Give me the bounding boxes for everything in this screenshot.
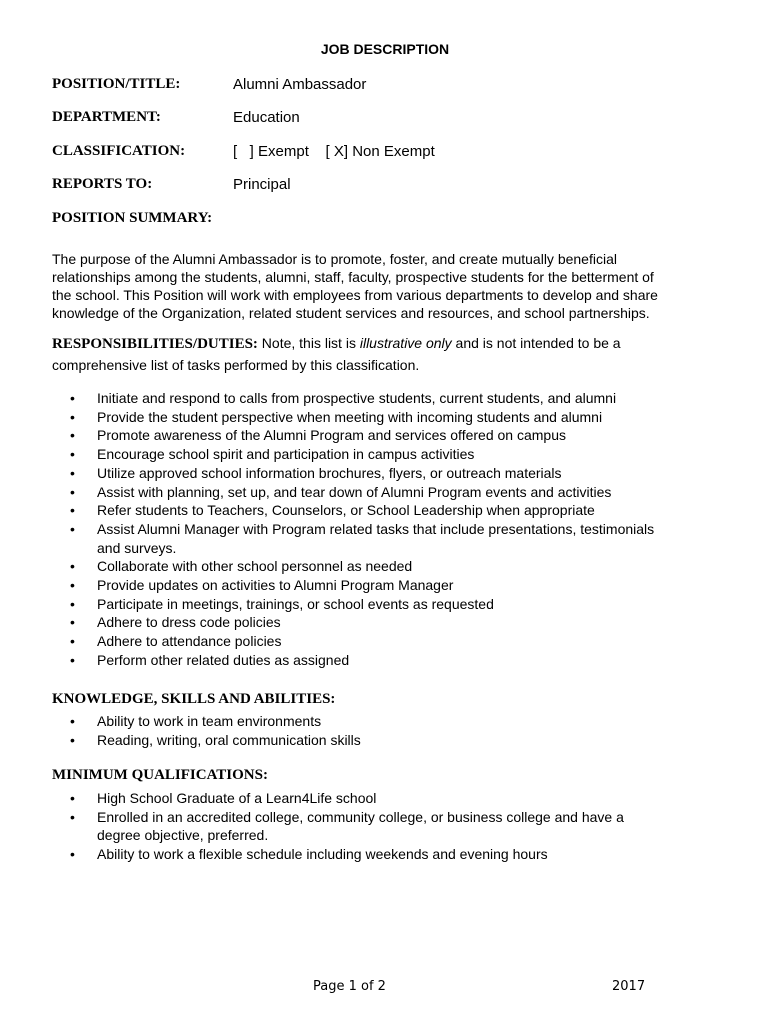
list-item-text: Ability to work a flexible schedule including weekends and evening hours <box>97 846 548 863</box>
bullet-icon: • <box>70 464 75 481</box>
reports-to-value: Principal <box>233 176 291 193</box>
list-item <box>70 845 730 864</box>
responsibilities-heading: RESPONSIBILITIES/DUTIES: <box>52 336 258 352</box>
classification-value: [ ] Exempt [ X] Non Exempt <box>233 143 435 160</box>
list-item <box>70 464 730 483</box>
list-item-text: Adhere to attendance policies <box>97 633 282 650</box>
list-item <box>70 501 730 520</box>
list-item <box>70 651 730 670</box>
responsibilities-note-italic: illustrative only <box>359 335 452 351</box>
department-value: Education <box>233 109 300 126</box>
list-item <box>70 789 730 808</box>
bullet-icon: • <box>70 408 75 425</box>
responsibilities-intro-line <box>52 333 732 355</box>
list-item <box>70 576 730 595</box>
list-item-text: Initiate and respond to calls from prospective students, current students, and alumni <box>97 390 617 406</box>
qualifications-list <box>70 789 730 864</box>
bullet-icon: • <box>70 427 75 444</box>
classification-field <box>52 143 732 163</box>
list-item <box>70 483 730 502</box>
list-item-text: Enrolled in an accredited college, community college, or business college and have a <box>97 808 624 825</box>
bullet-icon: • <box>70 483 75 500</box>
footer-year: 2017 <box>612 979 646 994</box>
bullet-icon: • <box>70 633 75 650</box>
bullet-icon: • <box>70 808 75 825</box>
list-item <box>70 613 730 632</box>
page-title: JOB DESCRIPTION <box>320 41 450 57</box>
list-item <box>70 408 730 427</box>
list-item-text: Provide the student perspective when meeting with incoming students and alumni <box>97 408 603 425</box>
reports-to-field <box>52 176 732 196</box>
bullet-icon: • <box>70 502 75 519</box>
bullet-icon: • <box>70 846 75 863</box>
list-item <box>70 712 730 731</box>
list-item <box>70 426 730 445</box>
position-label: POSITION/TITLE: <box>52 76 181 92</box>
summary-line: knowledge of the Organization, related student services and resources, and school partnerships. <box>52 305 650 321</box>
page-number: Page 1 of 2 <box>313 979 386 994</box>
summary-line: The purpose of the Alumni Ambassador is to promote, foster, and create mutually beneficial <box>52 251 617 267</box>
list-item-text: Promote awareness of the Alumni Program and services offered on campus <box>97 427 566 444</box>
summary-line: relationships among the students, alumni, staff, faculty, prospective students for the betterment of <box>52 269 654 285</box>
responsibilities-list <box>70 389 730 670</box>
responsibilities-note: and is not intended to be a <box>451 335 621 351</box>
department-field <box>52 109 732 129</box>
list-item <box>70 731 730 750</box>
bullet-icon: • <box>70 558 75 575</box>
list-item <box>70 389 730 408</box>
bullet-icon: • <box>70 651 75 668</box>
list-item <box>70 445 730 464</box>
list-item-text: Perform other related duties as assigned <box>97 651 350 668</box>
responsibilities-note: Note, this list is <box>257 335 360 351</box>
list-item-text: Ability to work in team environments <box>97 713 322 729</box>
list-item-text: Collaborate with other school personnel as needed <box>97 558 413 575</box>
department-label: DEPARTMENT: <box>52 109 161 125</box>
summary-paragraph <box>52 250 720 322</box>
list-item-text: Assist with planning, set up, and tear down of Alumni Program events and activities <box>97 483 612 500</box>
list-item-text: Adhere to dress code policies <box>97 614 281 631</box>
list-item <box>70 557 730 576</box>
list-item <box>70 520 730 557</box>
classification-label: CLASSIFICATION: <box>52 143 186 159</box>
list-item-text: Encourage school spirit and participation in campus activities <box>97 446 475 463</box>
bullet-icon: • <box>70 390 75 406</box>
list-item-text: Utilize approved school information brochures, flyers, or outreach materials <box>97 464 562 481</box>
list-item-text: Refer students to Teachers, Counselors, or School Leadership when appropriate <box>97 502 595 519</box>
bullet-icon: • <box>70 446 75 463</box>
bullet-icon: • <box>70 731 75 748</box>
list-item <box>70 595 730 614</box>
list-item-text: Participate in meetings, trainings, or school events as requested <box>97 595 494 612</box>
list-item-text: Reading, writing, oral communication skills <box>97 731 361 748</box>
summary-heading: POSITION SUMMARY: <box>52 210 213 226</box>
bullet-icon: • <box>70 577 75 594</box>
position-field <box>52 76 732 96</box>
list-item <box>70 632 730 651</box>
responsibilities-intro <box>52 333 732 376</box>
list-item-continuation: degree objective, preferred. <box>97 827 269 844</box>
list-item-text: High School Graduate of a Learn4Life school <box>97 790 377 806</box>
responsibilities-intro-line: comprehensive list of tasks performed by this classification. <box>52 357 420 373</box>
bullet-icon: • <box>70 713 75 729</box>
list-item-text: Provide updates on activities to Alumni Program Manager <box>97 577 454 594</box>
position-value: Alumni Ambassador <box>233 76 367 93</box>
bullet-icon: • <box>70 790 75 806</box>
bullet-icon: • <box>70 595 75 612</box>
ksa-heading: KNOWLEDGE, SKILLS AND ABILITIES: <box>52 691 336 707</box>
ksa-list <box>70 712 730 749</box>
list-item-continuation: and surveys. <box>97 539 177 556</box>
reports-to-label: REPORTS TO: <box>52 176 153 192</box>
bullet-icon: • <box>70 614 75 631</box>
qualifications-heading: MINIMUM QUALIFICATIONS: <box>52 767 268 783</box>
list-item <box>70 808 730 845</box>
bullet-icon: • <box>70 520 75 537</box>
list-item-text: Assist Alumni Manager with Program related tasks that include presentations, testimonials <box>97 520 655 537</box>
summary-line: the school. This Position will work with employees from various departments to develop and share <box>52 287 658 303</box>
